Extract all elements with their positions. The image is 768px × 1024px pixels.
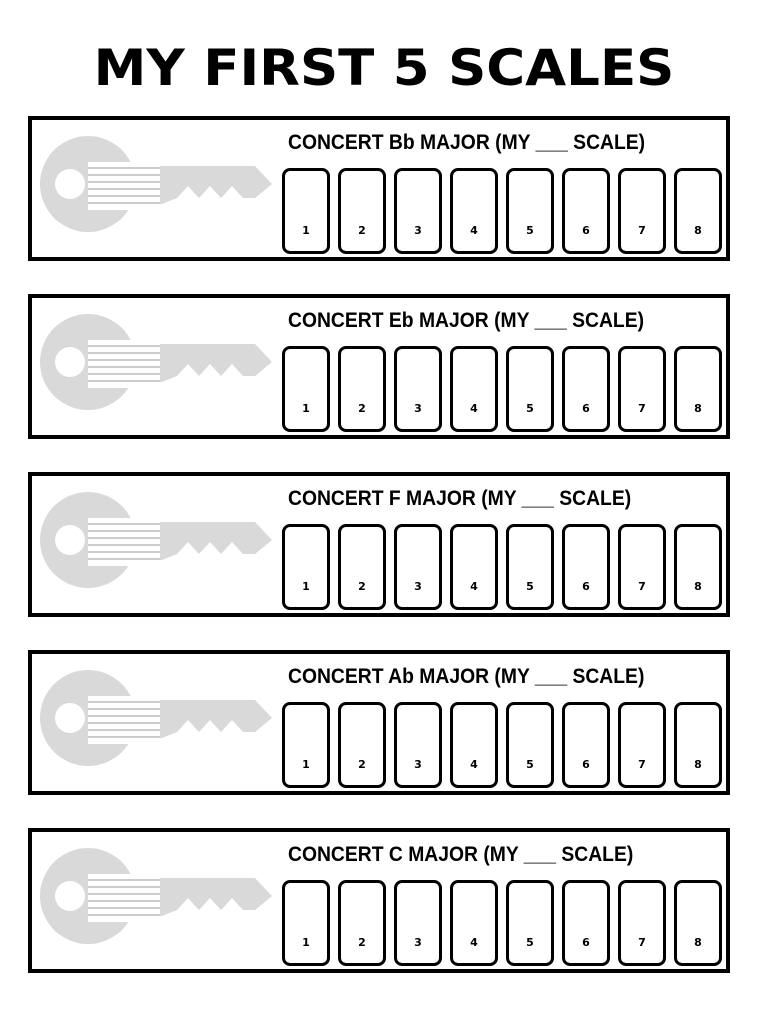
scale-card bbox=[28, 472, 730, 617]
note-box[interactable] bbox=[338, 880, 386, 966]
note-number: 6 bbox=[582, 224, 590, 237]
note-number: 1 bbox=[302, 224, 310, 237]
note-number: 4 bbox=[470, 758, 478, 771]
note-number: 8 bbox=[694, 936, 702, 949]
note-box[interactable] bbox=[394, 880, 442, 966]
note-number: 7 bbox=[638, 580, 646, 593]
note-box[interactable] bbox=[506, 702, 554, 788]
note-box[interactable] bbox=[674, 880, 722, 966]
note-box[interactable] bbox=[282, 346, 330, 432]
note-box[interactable] bbox=[674, 524, 722, 610]
note-box[interactable] bbox=[674, 168, 722, 254]
note-box[interactable] bbox=[338, 524, 386, 610]
note-box[interactable] bbox=[282, 524, 330, 610]
key-icon bbox=[40, 134, 280, 249]
note-box[interactable] bbox=[394, 168, 442, 254]
scale-heading: CONCERT Eb MAJOR (MY ___ SCALE) bbox=[288, 309, 645, 332]
note-box[interactable] bbox=[618, 346, 666, 432]
note-number: 4 bbox=[470, 580, 478, 593]
note-box[interactable] bbox=[394, 346, 442, 432]
note-box[interactable] bbox=[618, 702, 666, 788]
note-box[interactable] bbox=[562, 702, 610, 788]
note-number: 3 bbox=[414, 224, 422, 237]
note-box[interactable] bbox=[338, 168, 386, 254]
note-box[interactable] bbox=[282, 702, 330, 788]
note-box[interactable] bbox=[674, 702, 722, 788]
note-box[interactable] bbox=[506, 524, 554, 610]
note-number: 6 bbox=[582, 402, 590, 415]
note-number: 4 bbox=[470, 936, 478, 949]
note-number: 7 bbox=[638, 224, 646, 237]
note-box[interactable] bbox=[338, 702, 386, 788]
note-number: 5 bbox=[526, 580, 534, 593]
note-box[interactable] bbox=[450, 168, 498, 254]
note-number: 7 bbox=[638, 758, 646, 771]
note-box[interactable] bbox=[338, 346, 386, 432]
note-box[interactable] bbox=[394, 524, 442, 610]
note-box[interactable] bbox=[450, 346, 498, 432]
note-number: 1 bbox=[302, 580, 310, 593]
note-number: 7 bbox=[638, 402, 646, 415]
note-number: 7 bbox=[638, 936, 646, 949]
note-box[interactable] bbox=[618, 524, 666, 610]
note-box[interactable] bbox=[506, 346, 554, 432]
key-icon bbox=[40, 312, 280, 427]
note-box[interactable] bbox=[506, 880, 554, 966]
note-box[interactable] bbox=[282, 168, 330, 254]
note-number: 6 bbox=[582, 758, 590, 771]
note-number: 2 bbox=[358, 402, 366, 415]
note-number: 1 bbox=[302, 936, 310, 949]
note-number: 3 bbox=[414, 758, 422, 771]
note-number: 1 bbox=[302, 758, 310, 771]
note-box[interactable] bbox=[562, 880, 610, 966]
note-box[interactable] bbox=[618, 168, 666, 254]
note-box[interactable] bbox=[618, 880, 666, 966]
note-number: 8 bbox=[694, 402, 702, 415]
note-number: 2 bbox=[358, 224, 366, 237]
scale-card bbox=[28, 116, 730, 261]
scale-heading: CONCERT F MAJOR (MY ___ SCALE) bbox=[288, 487, 632, 510]
scale-heading: CONCERT Ab MAJOR (MY ___ SCALE) bbox=[288, 665, 645, 688]
note-box[interactable] bbox=[450, 524, 498, 610]
scale-heading: CONCERT C MAJOR (MY ___ SCALE) bbox=[288, 843, 634, 866]
scale-heading: CONCERT Bb MAJOR (MY ___ SCALE) bbox=[288, 131, 646, 154]
note-number: 1 bbox=[302, 402, 310, 415]
note-box[interactable] bbox=[562, 524, 610, 610]
note-number: 3 bbox=[414, 402, 422, 415]
note-number: 2 bbox=[358, 758, 366, 771]
page-title: MY FIRST 5 SCALES bbox=[93, 39, 675, 97]
scale-card bbox=[28, 828, 730, 973]
note-box[interactable] bbox=[562, 346, 610, 432]
note-box[interactable] bbox=[562, 168, 610, 254]
note-number: 8 bbox=[694, 224, 702, 237]
note-number: 5 bbox=[526, 224, 534, 237]
note-box[interactable] bbox=[394, 702, 442, 788]
note-number: 5 bbox=[526, 758, 534, 771]
note-number: 8 bbox=[694, 580, 702, 593]
key-icon bbox=[40, 668, 280, 783]
note-box[interactable] bbox=[506, 168, 554, 254]
note-number: 4 bbox=[470, 224, 478, 237]
note-box[interactable] bbox=[674, 346, 722, 432]
note-number: 2 bbox=[358, 580, 366, 593]
note-number: 5 bbox=[526, 402, 534, 415]
scale-card bbox=[28, 294, 730, 439]
note-number: 3 bbox=[414, 580, 422, 593]
note-number: 6 bbox=[582, 936, 590, 949]
note-number: 3 bbox=[414, 936, 422, 949]
note-number: 8 bbox=[694, 758, 702, 771]
key-icon bbox=[40, 490, 280, 605]
note-number: 2 bbox=[358, 936, 366, 949]
scale-card bbox=[28, 650, 730, 795]
note-box[interactable] bbox=[450, 880, 498, 966]
note-number: 6 bbox=[582, 580, 590, 593]
note-box[interactable] bbox=[450, 702, 498, 788]
note-number: 4 bbox=[470, 402, 478, 415]
note-number: 5 bbox=[526, 936, 534, 949]
note-box[interactable] bbox=[282, 880, 330, 966]
key-icon bbox=[40, 846, 280, 961]
